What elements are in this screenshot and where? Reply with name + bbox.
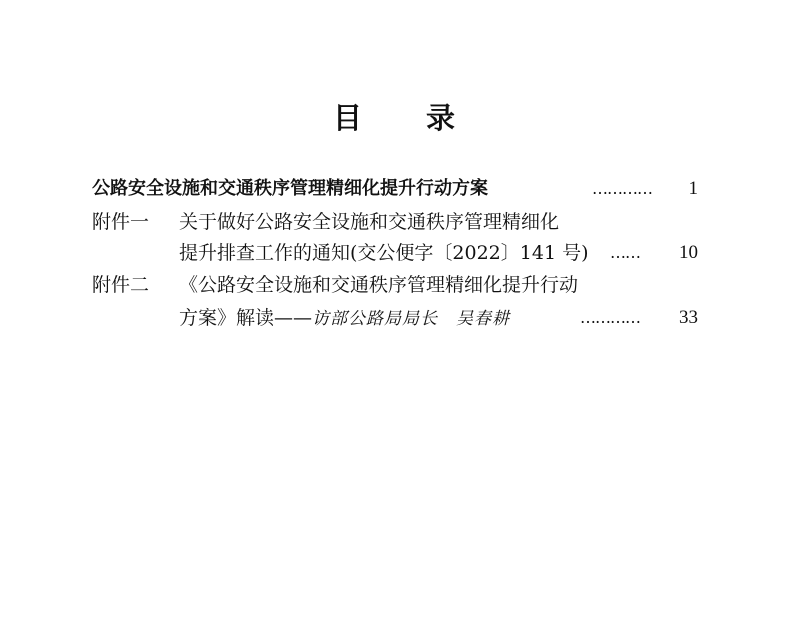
toc-entry-main-leader: ………… <box>592 179 652 198</box>
toc-entry-attachment2-title-line2: 方案》解读—— <box>179 307 313 329</box>
toc-entry-attachment2-leader: ………… <box>580 308 640 327</box>
toc-entry-attachment1-title-line1: 关于做好公路安全设施和交通秩序管理精细化 <box>179 211 560 233</box>
toc-entry-attachment2-author-name: 吴春耕 <box>456 309 511 329</box>
toc-entry-attachment1-title-line2: 提升排查工作的通知(交公便字〔2022〕141 号) <box>179 242 589 264</box>
toc-entry-attachment2-title-line1: 《公路安全设施和交通秩序管理精细化提升行动 <box>179 274 579 296</box>
toc-entry-attachment1-leader: …… <box>610 243 640 262</box>
toc-entry-attachment2-label: 附件二 <box>92 274 150 296</box>
toc-entry-attachment1-line1 <box>92 207 698 237</box>
toc-entry-main-text: 公路安全设施和交通秩序管理精细化提升行动方案 <box>92 178 488 199</box>
toc-entry-attachment2-line2 <box>92 303 698 333</box>
toc-entry-main-page: 1 <box>688 178 698 199</box>
toc-title <box>0 98 790 138</box>
toc-entry-attachment2-line1 <box>92 270 698 300</box>
toc-entry-attachment2-author: 访部公路局局长 <box>312 309 439 329</box>
toc-title-part1: 目 <box>332 101 364 135</box>
toc-entry-attachment1-label: 附件一 <box>92 211 150 233</box>
toc-entry-attachment1-page: 10 <box>679 242 698 263</box>
toc-entry-main <box>92 174 698 204</box>
toc-entry-attachment2-page: 33 <box>679 307 698 328</box>
toc-entry-attachment1-line2 <box>92 238 698 268</box>
toc-title-part2: 录 <box>426 101 458 135</box>
